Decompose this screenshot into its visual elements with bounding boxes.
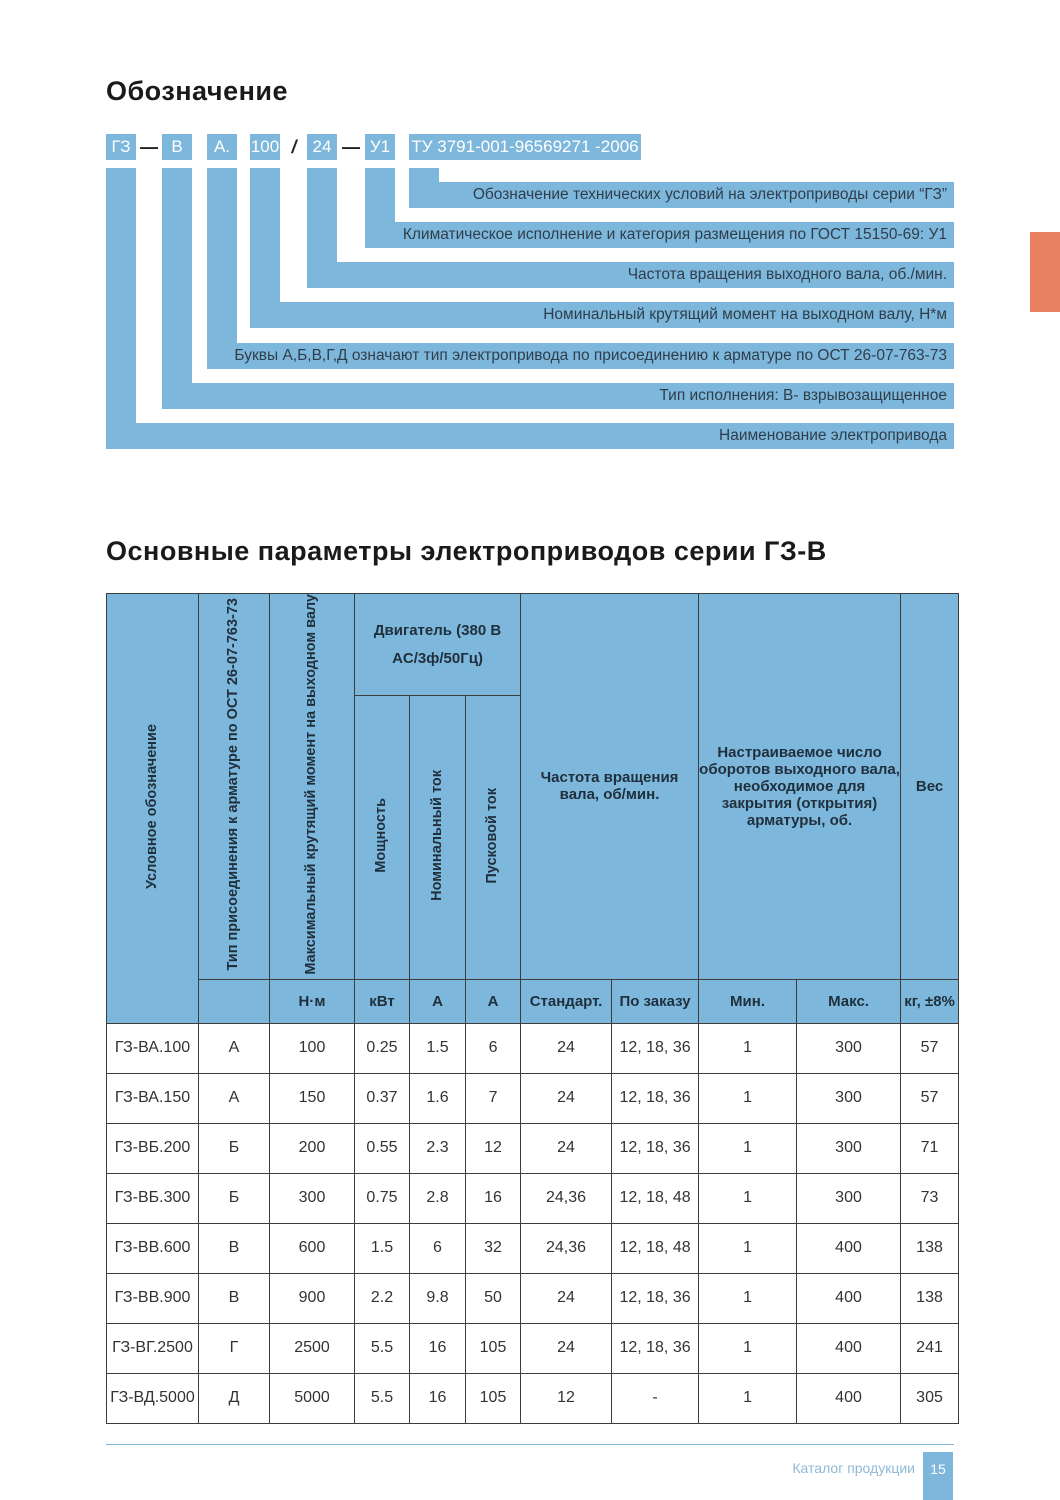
connector-line <box>106 168 136 424</box>
unit-torque: Н·м <box>270 979 355 1023</box>
connector-line <box>162 168 192 384</box>
connector-line <box>365 168 395 222</box>
table-cell: 71 <box>901 1123 959 1173</box>
table-cell: 16 <box>466 1173 521 1223</box>
table-cell: 57 <box>901 1073 959 1123</box>
table-cell: ГЗ-ВБ.200 <box>107 1123 199 1173</box>
table-cell: 57 <box>901 1023 959 1073</box>
table-cell: 12 <box>521 1373 612 1423</box>
table-cell: 12 <box>466 1123 521 1173</box>
table-cell: 1.6 <box>410 1073 466 1123</box>
table-cell: 73 <box>901 1173 959 1223</box>
table-cell: 138 <box>901 1273 959 1323</box>
table-cell: 9.8 <box>410 1273 466 1323</box>
table-cell: 1 <box>699 1023 797 1073</box>
header-torque: Максимальный крутящий момент на выходном валу <box>270 594 355 980</box>
unit-turns-max: Макс. <box>797 979 901 1023</box>
table-cell: 24 <box>521 1123 612 1173</box>
table-cell: 24,36 <box>521 1173 612 1223</box>
table-row <box>107 1323 959 1373</box>
header-turns: Настраиваемое число оборотов выходного вала, необходимое для закрытия (открытия) арматуры, об. <box>699 594 901 980</box>
table-cell: 2.3 <box>410 1123 466 1173</box>
table-cell: 1 <box>699 1073 797 1123</box>
bar-climate: Климатическое исполнение и категория размещения по ГОСТ 15150-69: У1 <box>365 222 954 248</box>
table-cell: 12, 18, 36 <box>612 1023 699 1073</box>
table-row <box>107 1223 959 1273</box>
table-cell: 24 <box>521 1273 612 1323</box>
table-cell: 400 <box>797 1373 901 1423</box>
table-cell: 1.5 <box>355 1223 410 1273</box>
table-cell: Б <box>199 1123 270 1173</box>
table-cell: 0.55 <box>355 1123 410 1173</box>
table-cell: 2500 <box>270 1323 355 1373</box>
unit-start-current: А <box>466 979 521 1023</box>
table-cell: 138 <box>901 1223 959 1273</box>
table-cell: 900 <box>270 1273 355 1323</box>
code-separator: — <box>140 137 158 157</box>
table-cell: ГЗ-ВА.150 <box>107 1073 199 1123</box>
table-cell: 12, 18, 48 <box>612 1173 699 1223</box>
table-cell: А <box>199 1023 270 1073</box>
unit-turns-min: Мин. <box>699 979 797 1023</box>
page-number: 15 <box>923 1452 953 1500</box>
table-cell: 2.8 <box>410 1173 466 1223</box>
table-cell: 1 <box>699 1323 797 1373</box>
page-tab-marker <box>1030 232 1060 312</box>
table-cell: 32 <box>466 1223 521 1273</box>
connector-line <box>250 168 280 302</box>
table-cell: 24 <box>521 1023 612 1073</box>
table-cell: 1 <box>699 1373 797 1423</box>
table-cell: 50 <box>466 1273 521 1323</box>
bar-tu: Обозначение технических условий на электроприводы серии “ГЗ” <box>409 182 954 208</box>
table-cell: 12, 18, 36 <box>612 1323 699 1373</box>
table-cell: 5000 <box>270 1373 355 1423</box>
section-title-parameters: Основные параметры электроприводов серии ГЗ-В <box>106 536 827 566</box>
table-row <box>107 1023 959 1073</box>
connector-line <box>307 168 337 262</box>
bar-type: Буквы А,Б,В,Г,Д означают тип электропривода по присоединению к арматуре по ОСТ 26-07-763-73 <box>207 343 954 369</box>
table-cell: 305 <box>901 1373 959 1423</box>
table-cell: 24,36 <box>521 1223 612 1273</box>
table-cell: 105 <box>466 1373 521 1423</box>
table-cell: 1.5 <box>410 1023 466 1073</box>
unit-power: кВт <box>355 979 410 1023</box>
connector-line <box>207 168 237 344</box>
table-cell: 2.2 <box>355 1273 410 1323</box>
table-cell: Б <box>199 1173 270 1223</box>
table-cell: ГЗ-ВБ.300 <box>107 1173 199 1223</box>
unit-nominal-current: А <box>410 979 466 1023</box>
table-cell: Д <box>199 1373 270 1423</box>
table-cell: 0.25 <box>355 1023 410 1073</box>
table-cell: 400 <box>797 1223 901 1273</box>
footer-divider <box>106 1444 954 1445</box>
table-cell: 600 <box>270 1223 355 1273</box>
table-cell: 400 <box>797 1273 901 1323</box>
table-row <box>107 1123 959 1173</box>
bar-speed: Частота вращения выходного вала, об./мин. <box>307 262 954 288</box>
code-slash: / <box>291 137 297 157</box>
code-gz: ГЗ <box>106 134 136 160</box>
code-tu: ТУ 3791-001-96569271 -2006 <box>409 134 641 160</box>
code-torque: 100 <box>250 134 280 160</box>
table-cell: 1 <box>699 1273 797 1323</box>
table-cell: В <box>199 1273 270 1323</box>
table-cell: 300 <box>797 1173 901 1223</box>
table-cell: 6 <box>466 1023 521 1073</box>
header-motor: Двигатель (380 В AC/3ф/50Гц) <box>355 594 521 696</box>
table-cell: 0.37 <box>355 1073 410 1123</box>
bar-name: Наименование электропривода <box>106 423 954 449</box>
table-row <box>107 1073 959 1123</box>
table-cell: 200 <box>270 1123 355 1173</box>
bar-execution: Тип исполнения: В- взрывозащищенное <box>162 383 954 409</box>
table-cell: 105 <box>466 1323 521 1373</box>
code-type: А. <box>207 134 237 160</box>
table-cell: 300 <box>270 1173 355 1223</box>
table-cell: ГЗ-ВА.100 <box>107 1023 199 1073</box>
header-start-current: Пусковой ток <box>466 696 521 979</box>
table-cell: 300 <box>797 1073 901 1123</box>
table-cell: В <box>199 1223 270 1273</box>
header-connection: Тип присоединения к арматуре по ОСТ 26-07-763-73 <box>199 594 270 980</box>
table-cell: - <box>612 1373 699 1423</box>
code-climate: У1 <box>365 134 395 160</box>
table-cell: 7 <box>466 1073 521 1123</box>
table-cell: 12, 18, 48 <box>612 1223 699 1273</box>
table-row <box>107 1273 959 1323</box>
table-cell: 1 <box>699 1123 797 1173</box>
header-designation: Условное обозначение <box>107 594 199 1024</box>
table-cell: 1 <box>699 1173 797 1223</box>
code-speed: 24 <box>307 134 337 160</box>
table-cell: 6 <box>410 1223 466 1273</box>
code-v: В <box>162 134 192 160</box>
unit-weight: кг, ±8% <box>901 979 959 1023</box>
table-cell: ГЗ-ВВ.900 <box>107 1273 199 1323</box>
table-row <box>107 1173 959 1223</box>
table-cell: А <box>199 1073 270 1123</box>
table-cell: 24 <box>521 1073 612 1123</box>
bar-torque: Номинальный крутящий момент на выходном валу, Н*м <box>250 302 954 328</box>
table-cell: 12, 18, 36 <box>612 1073 699 1123</box>
table-cell: 1 <box>699 1223 797 1273</box>
table-cell: 24 <box>521 1323 612 1373</box>
parameters-table <box>106 593 959 1424</box>
header-speed: Частота вращения вала, об/мин. <box>521 594 699 980</box>
table-cell: 241 <box>901 1323 959 1373</box>
table-cell: 5.5 <box>355 1323 410 1373</box>
code-separator: — <box>342 137 360 157</box>
table-cell: Г <box>199 1323 270 1373</box>
table-cell: ГЗ-ВД.5000 <box>107 1373 199 1423</box>
table-cell: 300 <box>797 1023 901 1073</box>
table-cell: 150 <box>270 1073 355 1123</box>
table-row <box>107 1373 959 1423</box>
table-cell: 12, 18, 36 <box>612 1123 699 1173</box>
table-cell: 400 <box>797 1323 901 1373</box>
table-cell: 16 <box>410 1323 466 1373</box>
table-cell: 0.75 <box>355 1173 410 1223</box>
footer-label: Каталог продукции <box>792 1460 915 1476</box>
table-cell: 5.5 <box>355 1373 410 1423</box>
table-cell: 300 <box>797 1123 901 1173</box>
unit-speed-standard: Стандарт. <box>521 979 612 1023</box>
unit-connection <box>199 979 270 1023</box>
table-cell: 12, 18, 36 <box>612 1273 699 1323</box>
section-title-designation: Обозначение <box>106 76 289 106</box>
header-power: Мощность <box>355 696 410 979</box>
table-cell: 100 <box>270 1023 355 1073</box>
unit-speed-order: По заказу <box>612 979 699 1023</box>
table-cell: ГЗ-ВГ.2500 <box>107 1323 199 1373</box>
table-cell: 16 <box>410 1373 466 1423</box>
header-weight: Вес <box>901 594 959 980</box>
table-cell: ГЗ-ВВ.600 <box>107 1223 199 1273</box>
connector-line <box>409 168 439 182</box>
header-nominal-current: Номинальный ток <box>410 696 466 979</box>
